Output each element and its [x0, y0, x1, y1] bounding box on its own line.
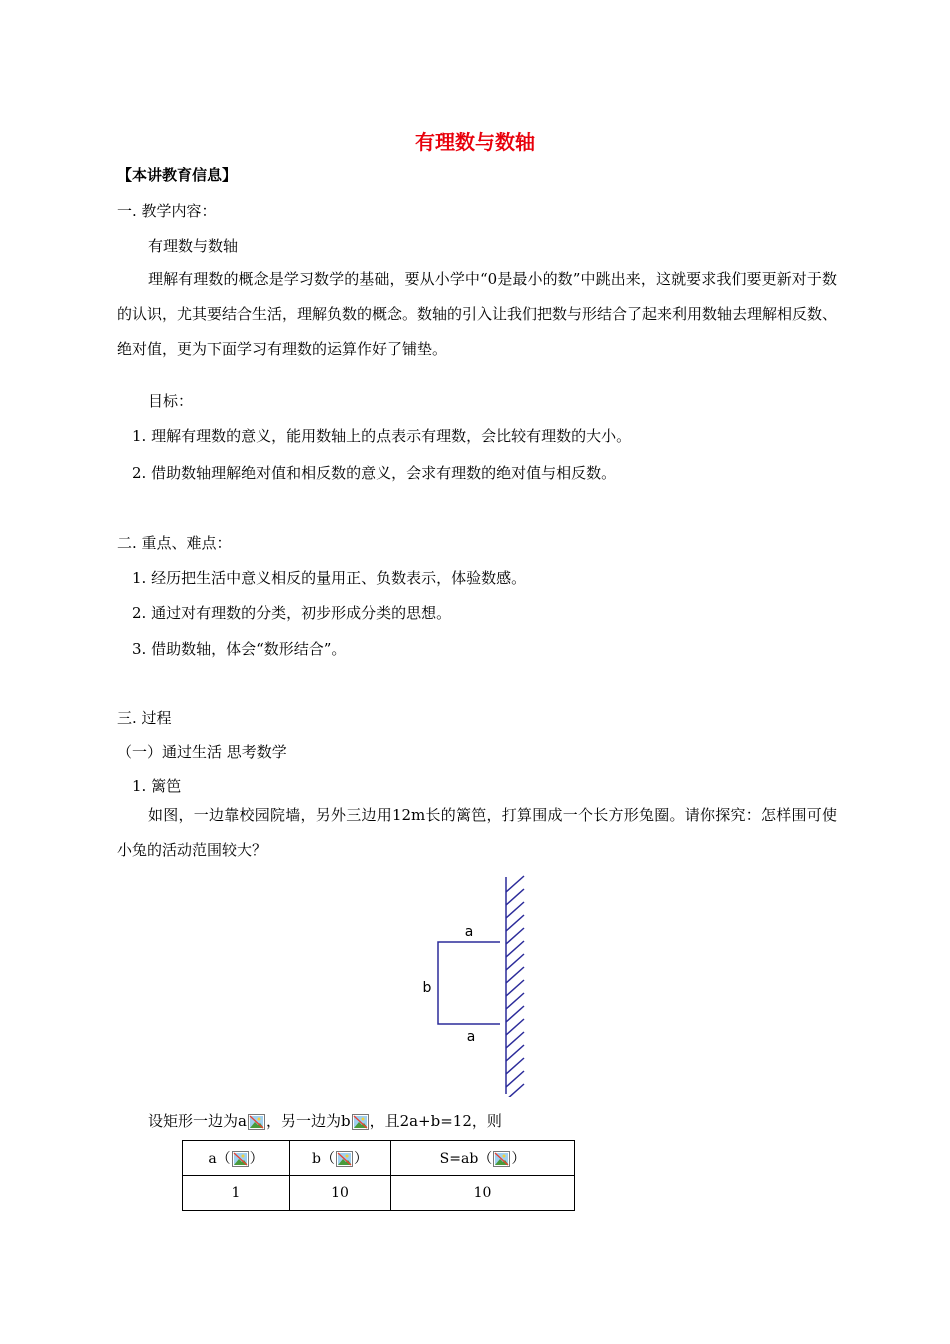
broken-image-icon — [248, 1114, 265, 1130]
key-point-item: 2. 通过对有理数的分类，初步形成分类的思想。 — [132, 604, 452, 622]
broken-image-icon — [493, 1151, 510, 1167]
hatch-stroke — [506, 1006, 524, 1022]
broken-image-icon — [352, 1114, 369, 1130]
table-header-cell: S=ab（ ） — [391, 1141, 575, 1176]
table-header-cell: b（ ） — [290, 1141, 391, 1176]
section-3-heading: 三. 过程 — [117, 709, 172, 727]
broken-image-icon — [232, 1151, 249, 1167]
hatch-stroke — [506, 1084, 524, 1097]
hatch-stroke — [506, 889, 524, 905]
label-a-top: a — [464, 924, 474, 940]
formula-line — [148, 1110, 502, 1131]
key-point-item: 1. 经历把生活中意义相反的量用正、负数表示，体验数感。 — [132, 569, 527, 587]
hatch-stroke — [506, 967, 524, 983]
hatch-stroke — [506, 902, 524, 918]
table-header-row — [183, 1141, 575, 1176]
info-header: 【本讲教育信息】 — [117, 166, 238, 184]
goal-item: 1. 理解有理数的意义，能用数轴上的点表示有理数，会比较有理数的大小。 — [132, 427, 632, 445]
section-3-paragraph: 如图，一边靠校园院墙，另外三边用12m长的篱笆，打算围成一个长方形兔圈。请你探究：怎样围可使小兔的活动范围较大？ — [117, 806, 837, 859]
fence-rectangle — [438, 942, 500, 1024]
table-cell: 10 — [391, 1176, 575, 1211]
hatch-stroke — [506, 915, 524, 931]
hatch-stroke — [506, 1019, 524, 1035]
wall-hatching — [506, 876, 524, 1097]
label-a-bottom: a — [466, 1029, 476, 1045]
table-header-cell: a（ ） — [183, 1141, 290, 1176]
hatch-stroke — [506, 980, 524, 996]
page-title: 有理数与数轴 — [415, 130, 535, 154]
key-point-item: 3. 借助数轴，体会“数形结合”。 — [132, 640, 347, 658]
section-3-subheading: （一）通过生活 思考数学 — [117, 743, 287, 761]
table-cell: 1 — [183, 1176, 290, 1211]
section-2-heading: 二. 重点、难点： — [117, 534, 232, 552]
goal-item: 2. 借助数轴理解绝对值和相反数的意义，会求有理数的绝对值与相反数。 — [132, 464, 617, 482]
hatch-stroke — [506, 928, 524, 944]
fence-diagram — [410, 872, 540, 1097]
hatch-stroke — [506, 876, 524, 892]
section-1-paragraph: 理解有理数的概念是学习数学的基础，要从小学中“0是最小的数”中跳出来，这就要求我们要更新对于数的认识，尤其要结合生活，理解负数的概念。数轴的引入让我们把数与形结合了起来利用数轴去理解相反数、绝对值，更为下面学习有理数的运算作好了铺垫。 — [117, 270, 838, 358]
formula-text: ，另一边为b — [265, 1112, 351, 1130]
table-cell: 10 — [290, 1176, 391, 1211]
hatch-stroke — [506, 993, 524, 1009]
broken-image-icon — [336, 1151, 353, 1167]
section-1-topic: 有理数与数轴 — [148, 237, 239, 255]
label-b: b — [422, 980, 432, 996]
values-table — [182, 1140, 575, 1211]
hatch-stroke — [506, 941, 524, 957]
section-1-heading: 一. 教学内容： — [117, 202, 217, 220]
formula-text: ，且2a+b=12，则 — [369, 1112, 502, 1130]
hatch-stroke — [506, 1071, 524, 1087]
hatch-stroke — [506, 1045, 524, 1061]
goals-label: 目标： — [148, 392, 194, 410]
table-row — [183, 1176, 575, 1211]
hatch-stroke — [506, 1032, 524, 1048]
hatch-stroke — [506, 1058, 524, 1074]
section-3-item: 1. 篱笆 — [132, 777, 182, 795]
hatch-stroke — [506, 954, 524, 970]
formula-text: 设矩形一边为a — [148, 1112, 247, 1130]
